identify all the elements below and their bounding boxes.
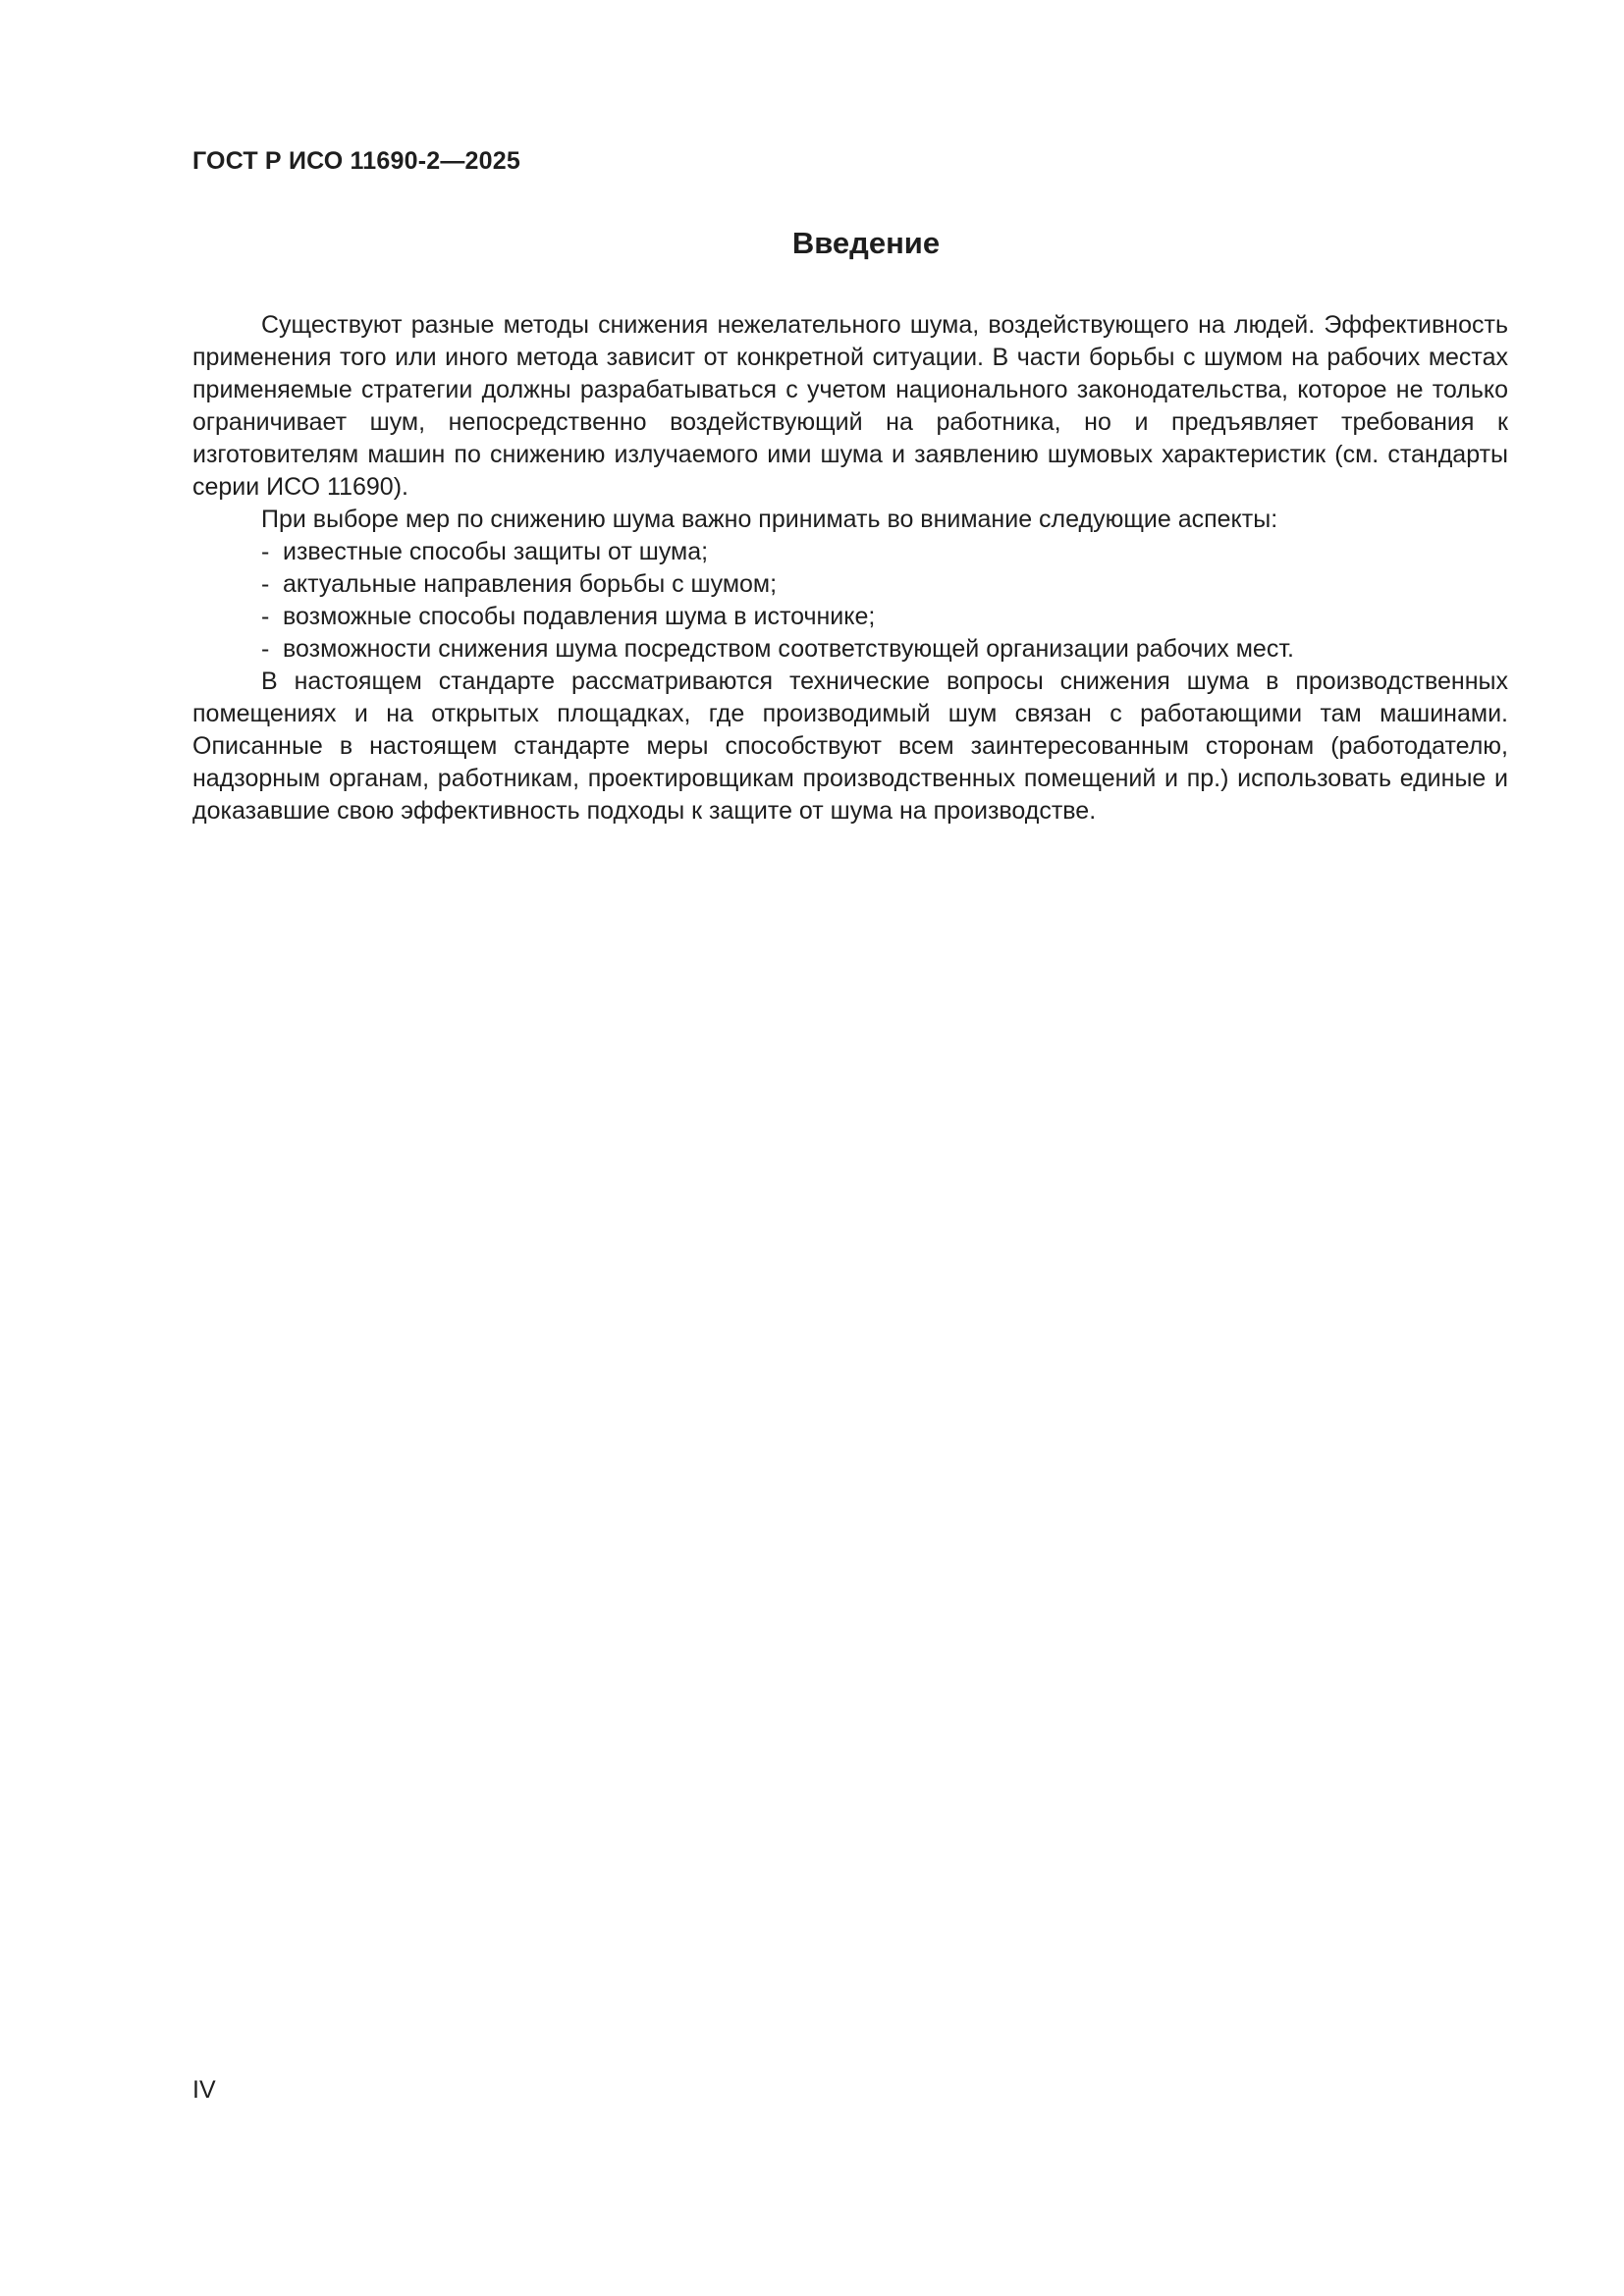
list-item-text: актуальные направления борьбы с шумом;: [283, 570, 778, 598]
page-number: IV: [192, 2076, 216, 2104]
list-marker: -: [261, 635, 270, 663]
list-marker: -: [261, 570, 270, 598]
aspects-list: [192, 536, 1508, 666]
list-item-text: известные способы защиты от шума;: [283, 538, 709, 565]
list-marker: -: [261, 538, 270, 565]
document-header: ГОСТ Р ИСО 11690-2—2025: [192, 147, 520, 175]
list-item-text: возможности снижения шума посредством соответствующей организации рабочих мест.: [283, 635, 1294, 663]
list-item-text: возможные способы подавления шума в источнике;: [283, 603, 876, 630]
list-item: [192, 601, 1508, 633]
list-item: [192, 633, 1508, 666]
paragraph-intro: Существуют разные методы снижения нежелательного шума, воздействующего на людей. Эффективность применения того или иного метода зависит от конкретной ситуации. В части борьбы с шумом на рабочих местах применяемые стратегии должны разрабатываться с учетом национального законодательства, которое не только ограничивает шум, непосредственно воздействующий на работника, но и предъявляет требования к изготовителям машин по снижению излучаемого ими шума и заявлению шумовых характеристик (см. стандарты серии ИСО 11690).: [192, 311, 1508, 501]
section-body: [192, 309, 1508, 828]
paragraph-aspects-lead: При выборе мер по снижению шума важно принимать во внимание следующие аспекты:: [261, 506, 1278, 533]
paragraph-scope: В настоящем стандарте рассматриваются технические вопросы снижения шума в производственных помещениях и на открытых площадках, где производимый шум связан с работающими там машинами. Описанные в настоящем стандарте меры способствуют всем заинтересованным сторонам (работодателю, надзорным органам, работникам, проектировщикам производственных помещений и пр.) использовать единые и доказавшие свою эффективность подходы к защите от шума на производстве.: [192, 667, 1508, 825]
list-marker: -: [261, 603, 270, 630]
list-item: [192, 568, 1508, 601]
section-title: Введение: [791, 226, 941, 260]
list-item: [192, 536, 1508, 568]
